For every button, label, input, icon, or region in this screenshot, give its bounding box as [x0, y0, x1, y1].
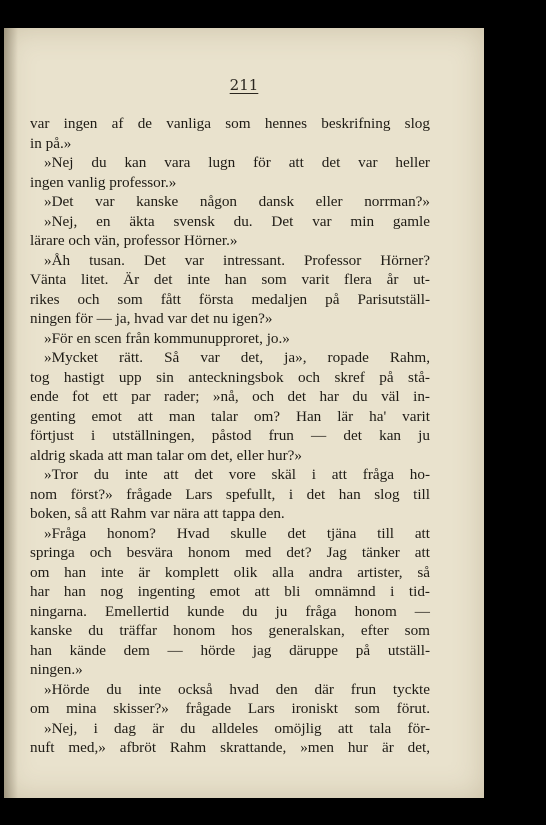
- text-line: ende fot ett par rader; »nå, och det har du väl in-: [30, 388, 430, 405]
- text-line: aldrig skada att man talar om det, eller hur?»: [30, 446, 303, 464]
- text-line: ningarna. Emellertid kunde du ju fråga honom —: [30, 602, 430, 620]
- text-line: förtjust i utställningen, påstod frun — det kan ju: [30, 427, 430, 444]
- text-line: nuft med,» afbröt Rahm skrattande, »men hur är det,: [30, 739, 430, 756]
- text-line: »Mycket rätt. Så var det, ja», ropade Rahm,: [44, 349, 430, 366]
- text-line: kanske du träffar honom hos generalskan, efter som: [30, 622, 430, 639]
- text-line: han kände dem — hörde jag däruppe på utställ-: [30, 641, 430, 659]
- text-line: ningen för — ja, hvad var det nu igen?»: [30, 310, 273, 327]
- text-line: nom först?» frågade Lars spefullt, i det han slog till: [30, 485, 430, 503]
- text-line: »Åh tusan. Det var intressant. Professor Hörner?: [44, 251, 430, 269]
- text-line: lärare och vän, professor Hörner.»: [30, 232, 238, 249]
- text-line: »Nej, i dag är du alldeles omöjlig att tala för-: [44, 719, 430, 737]
- text-line: ningen.»: [30, 661, 83, 678]
- text-line: har han nog ingenting emot att bli omnämnd i tid-: [30, 583, 430, 600]
- text-line: var ingen af de vanliga som hennes beskrifning slog: [30, 115, 430, 132]
- text-line: springa och besvära honom med det? Jag tänker att: [30, 544, 430, 561]
- body-text: [30, 114, 430, 758]
- text-line: om han inte är komplett olik alla andra artister, så: [30, 563, 430, 581]
- page-gutter-shadow: [4, 28, 18, 798]
- text-line: om mina skisser?» frågade Lars ironiskt som förut.: [30, 700, 430, 717]
- text-line: Vänta litet. Är det inte han som varit flera år ut-: [30, 271, 430, 288]
- book-page: [4, 28, 484, 798]
- text-line: tog hastigt upp sin anteckningsbok och skref på stå-: [30, 368, 430, 386]
- text-line: in på.»: [30, 134, 72, 152]
- text-line: »Fråga honom? Hvad skulle det tjäna till att: [44, 524, 430, 542]
- text-line: genting emot att man talar om? Han lär ha' varit: [30, 407, 430, 425]
- text-line: ingen vanlig professor.»: [30, 173, 177, 191]
- page-number: 211: [229, 76, 259, 94]
- text-line: »Tror du inte att det vore skäl i att fråga ho-: [44, 466, 430, 483]
- text-line: »För en scen från kommunupproret, jo.»: [44, 329, 290, 347]
- text-line: boken, så att Rahm var nära att tappa den.: [30, 505, 285, 522]
- text-line: »Nej, en äkta svensk du. Det var min gamle: [44, 212, 430, 230]
- text-line: »Det var kanske någon dansk eller norrman?»: [44, 193, 430, 210]
- text-line: »Nej du kan vara lugn för att det var heller: [44, 154, 430, 171]
- text-line: rikes och som fått första medaljen på Parisutställ-: [30, 290, 430, 308]
- text-line: »Hörde du inte också hvad den där frun tyckte: [44, 680, 430, 698]
